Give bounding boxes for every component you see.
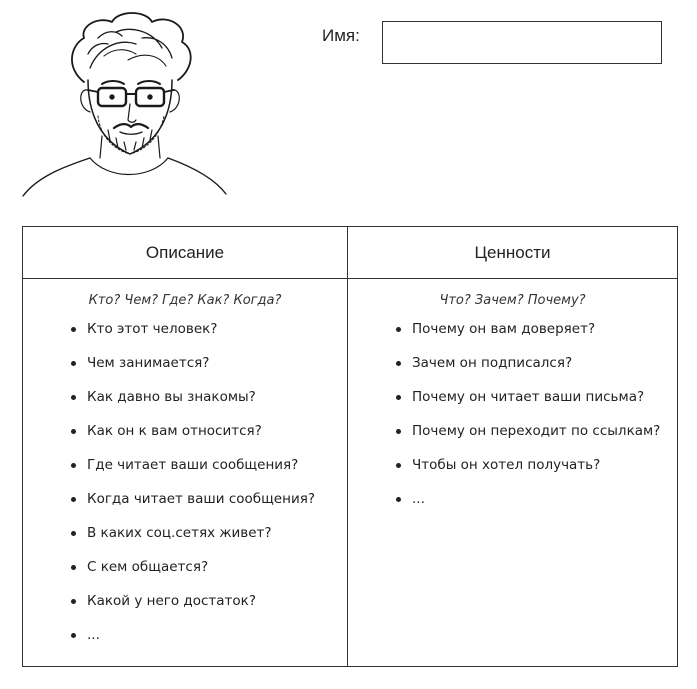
bullet-icon bbox=[71, 429, 76, 434]
list-item: Какой у него достаток? bbox=[23, 584, 347, 618]
description-column bbox=[22, 226, 348, 667]
list-item: Почему он читает ваши письма? bbox=[348, 380, 677, 414]
bullet-icon bbox=[71, 361, 76, 366]
bullet-icon bbox=[71, 633, 76, 638]
list-item: Почему он вам доверяет? bbox=[348, 312, 677, 346]
description-list bbox=[23, 312, 347, 652]
list-item: В каких соц.сетях живет? bbox=[23, 516, 347, 550]
list-item: Где читает ваши сообщения? bbox=[23, 448, 347, 482]
values-header: Ценности bbox=[348, 227, 677, 279]
description-header: Описание bbox=[23, 227, 347, 279]
list-item: Кто этот человек? bbox=[23, 312, 347, 346]
name-input[interactable] bbox=[382, 21, 662, 64]
bullet-icon bbox=[71, 599, 76, 604]
values-list bbox=[348, 312, 677, 516]
list-item: ... bbox=[23, 618, 347, 652]
list-item: Когда читает ваши сообщения? bbox=[23, 482, 347, 516]
bullet-icon bbox=[71, 497, 76, 502]
list-item: С кем общается? bbox=[23, 550, 347, 584]
bullet-icon bbox=[71, 565, 76, 570]
list-item: Чтобы он хотел получать? bbox=[348, 448, 677, 482]
values-column bbox=[348, 226, 678, 667]
bullet-icon bbox=[396, 327, 401, 332]
bullet-icon bbox=[396, 395, 401, 400]
bullet-icon bbox=[396, 361, 401, 366]
bullet-icon bbox=[71, 327, 76, 332]
list-item: ... bbox=[348, 482, 677, 516]
list-item: Как давно вы знакомы? bbox=[23, 380, 347, 414]
bullet-icon bbox=[396, 463, 401, 468]
list-item: Как он к вам относится? bbox=[23, 414, 347, 448]
bullet-icon bbox=[71, 463, 76, 468]
persona-portrait bbox=[18, 8, 233, 208]
name-label: Имя: bbox=[322, 26, 360, 45]
bullet-icon bbox=[71, 395, 76, 400]
list-item: Чем занимается? bbox=[23, 346, 347, 380]
bullet-icon bbox=[396, 429, 401, 434]
values-subtitle: Что? Зачем? Почему? bbox=[439, 293, 586, 308]
list-item: Зачем он подписался? bbox=[348, 346, 677, 380]
bullet-icon bbox=[71, 531, 76, 536]
description-subtitle: Кто? Чем? Где? Как? Когда? bbox=[88, 293, 282, 308]
list-item: Почему он переходит по ссылкам? bbox=[348, 414, 677, 448]
bullet-icon bbox=[396, 497, 401, 502]
